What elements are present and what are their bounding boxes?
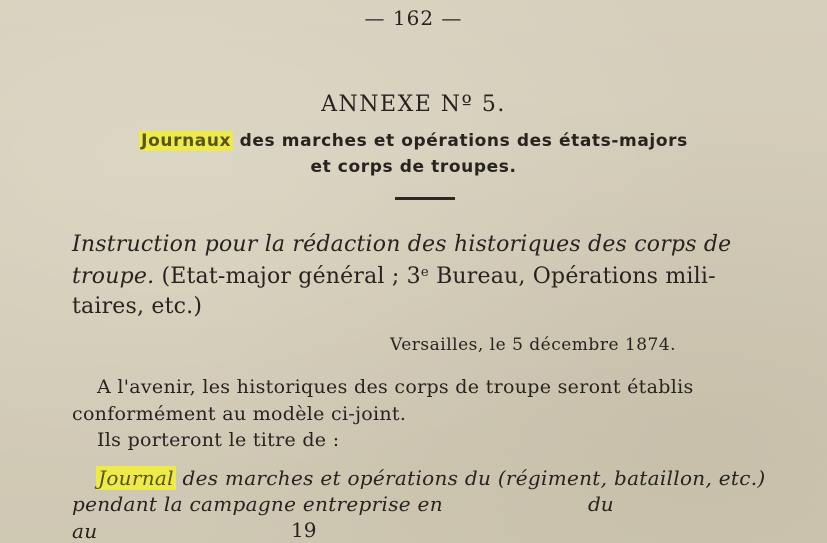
heading-line-1: [0, 131, 827, 151]
section-divider: [395, 197, 455, 200]
ordinal-superscript: e: [420, 264, 429, 280]
place-date: Versailles, le 5 décembre 1874.: [390, 335, 677, 355]
body-line-1: A l'avenir, les historiques des corps de troupe seront établis: [97, 376, 694, 398]
heading-line-2: et corps de troupes.: [310, 157, 517, 177]
instruction-line-2-text-b: Bureau, Opérations mili-: [428, 264, 716, 289]
form-title-year: 19: [291, 518, 317, 542]
form-title-line-1: [96, 466, 766, 490]
form-title-au: au: [72, 519, 98, 543]
instruction-line-3: taires, etc.): [72, 294, 203, 319]
heading-line-1-text: des marches et opérations des états-majors: [233, 131, 688, 151]
body-line-3: Ils porteront le titre de :: [97, 429, 340, 451]
annex-title: ANNEXE Nº 5.: [321, 92, 506, 117]
form-title-du: du: [588, 492, 614, 516]
search-highlight: Journal: [98, 466, 174, 490]
form-title-line-1-text: des marches et opérations du (régiment, bataillon, etc.): [175, 466, 766, 490]
instruction-line-2-text-a: (Etat-major général ; 3: [154, 264, 421, 289]
page-number: — 162 —: [364, 6, 463, 30]
instruction-line-2-italic: troupe.: [72, 264, 155, 289]
search-highlight: Journaux: [141, 131, 232, 151]
form-title-line-2: pendant la campagne entreprise en: [72, 492, 443, 516]
body-line-2: conformément au modèle ci-joint.: [72, 403, 407, 425]
instruction-line-1: Instruction pour la rédaction des historiques des corps de: [72, 232, 732, 257]
instruction-line-2: [72, 264, 716, 289]
